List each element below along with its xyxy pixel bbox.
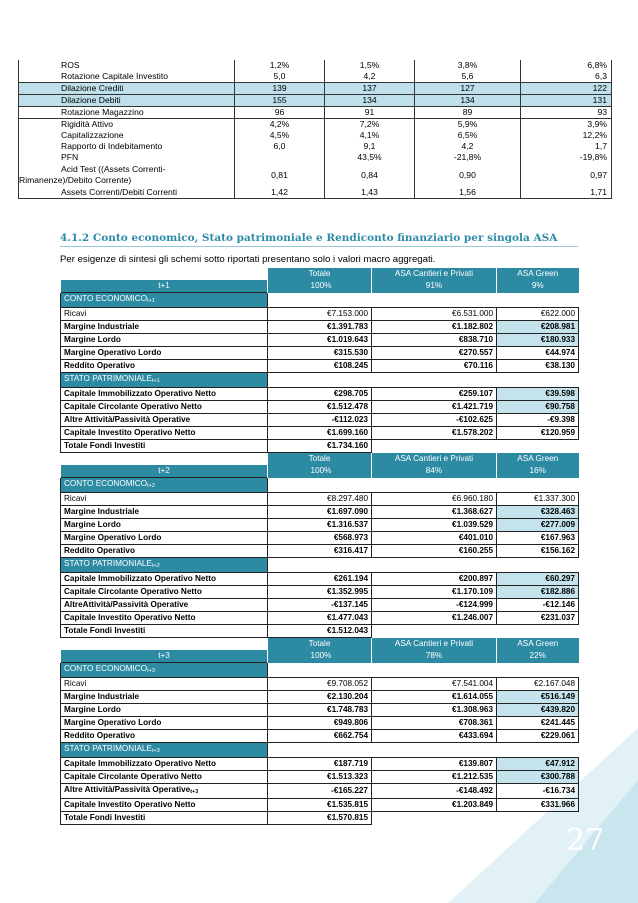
row-label-text: Altre Attività/Passività Operative xyxy=(64,785,191,794)
ratio-value: 7,2% xyxy=(325,119,415,131)
row-value: €7.541.004 xyxy=(372,678,497,691)
row-value: €1.477.043 xyxy=(268,612,372,625)
column-header-row xyxy=(61,268,579,280)
row-value: €1.513.323 xyxy=(268,771,372,784)
row-label: Margine Industriale xyxy=(61,321,268,334)
row-value: €622.000 xyxy=(497,308,579,321)
row-value: €300.788 xyxy=(497,771,579,784)
row-value: €1.697.090 xyxy=(268,506,372,519)
row-label: Margine Operativo Lordo xyxy=(61,347,268,360)
row-value: €270.557 xyxy=(372,347,497,360)
row-value: -€137.145 xyxy=(268,599,372,612)
income-row xyxy=(61,704,579,717)
header-blank xyxy=(61,453,268,466)
row-value: €9.708.052 xyxy=(268,678,372,691)
row-value: €708.361 xyxy=(372,717,497,730)
share-percent: 16% xyxy=(497,465,579,478)
total-blank xyxy=(372,625,579,638)
row-value: €316.417 xyxy=(268,545,372,558)
period-label: t+1 xyxy=(61,280,268,293)
balance-row xyxy=(61,599,579,612)
row-label-text: Capitale Immobilizzato Operativo Netto xyxy=(64,574,216,583)
share-percent: 91% xyxy=(372,280,497,293)
row-value: €1.019.643 xyxy=(268,334,372,347)
ratio-label: Rapporto di Indebitamento xyxy=(19,141,235,152)
ratio-value: 43,5% xyxy=(325,152,415,163)
ratio-label: Rotazione Magazzino xyxy=(19,107,235,119)
row-label-text: Capitale Immobilizzato Operativo Netto xyxy=(64,389,216,398)
row-value: €160.255 xyxy=(372,545,497,558)
row-label-text: AltreAttività/Passività Operative xyxy=(64,600,189,609)
section-blank xyxy=(268,743,579,758)
row-value: -€148.492 xyxy=(372,784,497,799)
income-row xyxy=(61,493,579,506)
row-value: €44.974 xyxy=(497,347,579,360)
row-value: €200.897 xyxy=(372,573,497,586)
row-value: €1.308.963 xyxy=(372,704,497,717)
row-value: €167.963 xyxy=(497,532,579,545)
ratio-label: Dilazione Crediti xyxy=(19,83,235,95)
income-row xyxy=(61,334,579,347)
income-row xyxy=(61,321,579,334)
row-label xyxy=(61,784,268,799)
income-row xyxy=(61,678,579,691)
row-value: €2.130.204 xyxy=(268,691,372,704)
ratio-row xyxy=(19,83,612,95)
row-value: €1.578.202 xyxy=(372,427,497,440)
ratio-value: 0,81 xyxy=(235,163,325,187)
ratio-value: 6,5% xyxy=(415,130,521,141)
ratio-value: 89 xyxy=(415,107,521,119)
section-label-sub: t+2 xyxy=(151,563,160,569)
row-value: €1.512.478 xyxy=(268,401,372,414)
row-value: €6.531.000 xyxy=(372,308,497,321)
share-percent: 78% xyxy=(372,650,497,663)
row-label xyxy=(61,599,268,612)
section-title: 4.1.2 Conto economico, Stato patrimoniale e Rendiconto finanziario per singola ASA xyxy=(60,232,578,247)
row-value: €433.694 xyxy=(372,730,497,743)
row-value: €180.933 xyxy=(497,334,579,347)
ratio-label: ROS xyxy=(19,60,235,71)
section-blank xyxy=(268,663,579,678)
period-row xyxy=(61,650,579,663)
row-value: €47.912 xyxy=(497,758,579,771)
row-label-text: Capitale Circolante Operativo Netto xyxy=(64,587,202,596)
income-row xyxy=(61,519,579,532)
section-label-text: STATO PATRIMONIALE xyxy=(64,374,152,383)
section-row-stato-patrimoniale xyxy=(61,558,579,573)
row-value: €39.598 xyxy=(497,388,579,401)
ratio-label: PFN xyxy=(19,152,235,163)
column-header: ASA Cantieri e Privati xyxy=(372,453,497,466)
section-label-text: STATO PATRIMONIALE xyxy=(64,559,152,568)
row-label: Margine Industriale xyxy=(61,506,268,519)
ratio-value: 1,71 xyxy=(521,187,612,199)
period-label: t+3 xyxy=(61,650,268,663)
ratio-value: 3,8% xyxy=(415,60,521,71)
row-value: €516.149 xyxy=(497,691,579,704)
row-value: -€124.999 xyxy=(372,599,497,612)
row-label: Margine Industriale xyxy=(61,691,268,704)
income-row xyxy=(61,360,579,373)
column-header: ASA Cantieri e Privati xyxy=(372,268,497,280)
section-row-stato-patrimoniale xyxy=(61,743,579,758)
column-header: ASA Cantieri e Privati xyxy=(372,638,497,651)
ratio-label-line: Acid Test ((Assets Correnti- xyxy=(61,164,166,174)
row-value: -€165.227 xyxy=(268,784,372,799)
section-label-sub: t+3 xyxy=(147,668,155,674)
row-label-text: Capitale Investito Operativo Netto xyxy=(64,613,196,622)
section-blank xyxy=(268,293,579,308)
balance-row xyxy=(61,784,579,799)
row-label xyxy=(61,612,268,625)
ratio-label: Dilazione Debiti xyxy=(19,95,235,107)
row-label: Ricavi xyxy=(61,678,268,691)
share-percent: 84% xyxy=(372,465,497,478)
row-label xyxy=(61,401,268,414)
row-label: Ricavi xyxy=(61,308,268,321)
ratio-value: 134 xyxy=(415,95,521,107)
row-value: €1.212.535 xyxy=(372,771,497,784)
ratio-value: 6,0 xyxy=(235,141,325,152)
row-value: €298.705 xyxy=(268,388,372,401)
row-value: €1.316.537 xyxy=(268,519,372,532)
row-value: €1.614.055 xyxy=(372,691,497,704)
row-value: €1.352.995 xyxy=(268,586,372,599)
section-blank xyxy=(268,558,579,573)
row-value: €2.167.048 xyxy=(497,678,579,691)
section-label xyxy=(61,663,268,678)
column-header: Totale xyxy=(268,268,372,280)
period-row xyxy=(61,465,579,478)
macro-aggregate-table xyxy=(60,268,579,825)
row-value: €1.570.815 xyxy=(268,812,372,825)
row-label: Totale Fondi Investiti xyxy=(61,625,268,638)
row-label xyxy=(61,799,268,812)
row-value: €1.421.719 xyxy=(372,401,497,414)
ratio-value: 122 xyxy=(521,83,612,95)
income-row xyxy=(61,545,579,558)
ratio-value: 139 xyxy=(235,83,325,95)
row-label-sub: t+3 xyxy=(190,789,199,795)
row-value: €6.960.180 xyxy=(372,493,497,506)
ratio-row xyxy=(19,187,612,199)
row-value: €1.368.627 xyxy=(372,506,497,519)
income-row xyxy=(61,347,579,360)
row-value: €156.162 xyxy=(497,545,579,558)
ratio-row xyxy=(19,163,612,187)
section-label-text: CONTO ECONOMICO xyxy=(64,664,148,673)
column-header: ASA Green xyxy=(497,453,579,466)
row-label-text: Capitale Investito Operativo Netto xyxy=(64,428,196,437)
total-funds-row xyxy=(61,812,579,825)
page-number: 27 xyxy=(566,823,605,858)
ratio-value: 137 xyxy=(325,83,415,95)
row-label: Ricavi xyxy=(61,493,268,506)
row-value: -€102.625 xyxy=(372,414,497,427)
row-label-text: Capitale Circolante Operativo Netto xyxy=(64,772,202,781)
row-value: €1.699.160 xyxy=(268,427,372,440)
income-row xyxy=(61,691,579,704)
income-row xyxy=(61,532,579,545)
row-value: -€12.146 xyxy=(497,599,579,612)
share-percent: 100% xyxy=(268,465,372,478)
row-label: Totale Fondi Investiti xyxy=(61,440,268,453)
row-value: €241.445 xyxy=(497,717,579,730)
row-value: €8.297.480 xyxy=(268,493,372,506)
row-value: €1.734.160 xyxy=(268,440,372,453)
ratio-row xyxy=(19,71,612,83)
column-header: Totale xyxy=(268,453,372,466)
ratio-value: 4,1% xyxy=(325,130,415,141)
intro-text: Per esigenze di sintesi gli schemi sotto riportati presentano solo i valori macro aggregati. xyxy=(60,254,436,265)
ratio-value: 0,90 xyxy=(415,163,521,187)
column-header: Totale xyxy=(268,638,372,651)
row-value: €1.170.109 xyxy=(372,586,497,599)
row-value: €1.535.815 xyxy=(268,799,372,812)
ratio-value: 3,9% xyxy=(521,119,612,131)
row-label: Reddito Operativo xyxy=(61,545,268,558)
ratio-value: 6,3 xyxy=(521,71,612,83)
row-value: €1.512.043 xyxy=(268,625,372,638)
row-label xyxy=(61,573,268,586)
balance-row xyxy=(61,401,579,414)
ratio-value: 4,2 xyxy=(415,141,521,152)
ratio-value: 6,8% xyxy=(521,60,612,71)
row-label: Margine Operativo Lordo xyxy=(61,532,268,545)
row-value: €1.391.783 xyxy=(268,321,372,334)
row-value: €139.807 xyxy=(372,758,497,771)
ratio-label: Assets Correnti/Debiti Correnti xyxy=(19,187,235,199)
total-blank xyxy=(372,812,579,825)
row-label xyxy=(61,388,268,401)
balance-row xyxy=(61,758,579,771)
ratio-value: -19,8% xyxy=(521,152,612,163)
column-header-row xyxy=(61,638,579,651)
ratio-value: 134 xyxy=(325,95,415,107)
row-value: €120.959 xyxy=(497,427,579,440)
section-label-sub: t+1 xyxy=(151,378,160,384)
row-label: Reddito Operativo xyxy=(61,360,268,373)
ratio-row xyxy=(19,107,612,119)
income-row xyxy=(61,717,579,730)
section-blank xyxy=(268,478,579,493)
total-funds-row xyxy=(61,440,579,453)
row-label xyxy=(61,771,268,784)
ratio-value: 131 xyxy=(521,95,612,107)
balance-row xyxy=(61,414,579,427)
ratio-value: 1,42 xyxy=(235,187,325,199)
section-label xyxy=(61,478,268,493)
row-label: Margine Lordo xyxy=(61,704,268,717)
row-label: Margine Operativo Lordo xyxy=(61,717,268,730)
income-row xyxy=(61,730,579,743)
row-value: €1.203.849 xyxy=(372,799,497,812)
row-value: -€9.398 xyxy=(497,414,579,427)
balance-row xyxy=(61,427,579,440)
row-value: €231.037 xyxy=(497,612,579,625)
section-label-text: STATO PATRIMONIALE xyxy=(64,744,152,753)
period-row xyxy=(61,280,579,293)
row-value: -€112.023 xyxy=(268,414,372,427)
row-value: €1.748.783 xyxy=(268,704,372,717)
row-value: €182.886 xyxy=(497,586,579,599)
row-value: €838.710 xyxy=(372,334,497,347)
row-value: €401.010 xyxy=(372,532,497,545)
balance-row xyxy=(61,573,579,586)
ratio-value: 5,0 xyxy=(235,71,325,83)
total-funds-row xyxy=(61,625,579,638)
section-label-text: CONTO ECONOMICO xyxy=(64,294,148,303)
row-value: €439.820 xyxy=(497,704,579,717)
row-value: €259.107 xyxy=(372,388,497,401)
row-value: €949.806 xyxy=(268,717,372,730)
ratio-label: Capitalizzazione xyxy=(19,130,235,141)
ratio-label xyxy=(19,163,235,187)
row-value: €7.153.000 xyxy=(268,308,372,321)
ratio-row xyxy=(19,60,612,71)
section-label xyxy=(61,558,268,573)
section-row-stato-patrimoniale xyxy=(61,373,579,388)
ratio-value: 1,2% xyxy=(235,60,325,71)
section-row-conto-economico xyxy=(61,293,579,308)
ratio-value: 1,56 xyxy=(415,187,521,199)
section-label xyxy=(61,743,268,758)
row-value: €315.530 xyxy=(268,347,372,360)
section-blank xyxy=(268,373,579,388)
row-value: €1.337.300 xyxy=(497,493,579,506)
share-percent: 100% xyxy=(268,280,372,293)
ratio-value: 0,84 xyxy=(325,163,415,187)
ratio-row xyxy=(19,95,612,107)
ratio-value: 91 xyxy=(325,107,415,119)
row-value: -€16.734 xyxy=(497,784,579,799)
period-label: t+2 xyxy=(61,465,268,478)
ratio-row xyxy=(19,130,612,141)
row-label-text: Capitale Investito Operativo Netto xyxy=(64,800,196,809)
header-blank xyxy=(61,268,268,280)
row-value: €1.182.802 xyxy=(372,321,497,334)
row-label: Reddito Operativo xyxy=(61,730,268,743)
row-label xyxy=(61,758,268,771)
ratio-value: 1,43 xyxy=(325,187,415,199)
ratio-value xyxy=(235,152,325,163)
balance-row xyxy=(61,612,579,625)
column-header-row xyxy=(61,453,579,466)
share-percent: 100% xyxy=(268,650,372,663)
section-label-sub: t+3 xyxy=(151,748,160,754)
section-row-conto-economico xyxy=(61,478,579,493)
row-value: €60.297 xyxy=(497,573,579,586)
ratio-row xyxy=(19,119,612,131)
ratio-value: 5,9% xyxy=(415,119,521,131)
ratio-value: 1,7 xyxy=(521,141,612,152)
row-label: Margine Lordo xyxy=(61,519,268,532)
ratio-label: Rotazione Capitale Investito xyxy=(19,71,235,83)
balance-row xyxy=(61,388,579,401)
row-label-text: Capitale Circolante Operativo Netto xyxy=(64,402,202,411)
ratio-label-line: Rimanenze)/Debito Corrente) xyxy=(19,175,132,185)
row-label-text: Altre Attività/Passività Operative xyxy=(64,415,191,424)
ratio-label: Rigidità Attivo xyxy=(19,119,235,131)
section-label xyxy=(61,293,268,308)
ratio-value: 127 xyxy=(415,83,521,95)
share-percent: 22% xyxy=(497,650,579,663)
balance-row xyxy=(61,586,579,599)
income-row xyxy=(61,308,579,321)
column-header: ASA Green xyxy=(497,268,579,280)
row-value: €70.116 xyxy=(372,360,497,373)
ratio-value: 12,2% xyxy=(521,130,612,141)
balance-row xyxy=(61,799,579,812)
row-value: €1.039.529 xyxy=(372,519,497,532)
row-value: €1.246.007 xyxy=(372,612,497,625)
row-value: €187.719 xyxy=(268,758,372,771)
section-label-sub: t+1 xyxy=(147,298,155,304)
row-value: €331.966 xyxy=(497,799,579,812)
ratio-value: 0,97 xyxy=(521,163,612,187)
ratio-value: 4,2% xyxy=(235,119,325,131)
section-label xyxy=(61,373,268,388)
row-label xyxy=(61,427,268,440)
row-value: €328.463 xyxy=(497,506,579,519)
column-header: ASA Green xyxy=(497,638,579,651)
total-blank xyxy=(372,440,579,453)
ratio-table xyxy=(18,60,612,199)
row-value: €662.754 xyxy=(268,730,372,743)
row-value: €229.061 xyxy=(497,730,579,743)
ratio-value: 155 xyxy=(235,95,325,107)
header-blank xyxy=(61,638,268,651)
row-label xyxy=(61,414,268,427)
row-label-text: Capitale Immobilizzato Operativo Netto xyxy=(64,759,216,768)
row-value: €108.245 xyxy=(268,360,372,373)
income-row xyxy=(61,506,579,519)
row-label xyxy=(61,586,268,599)
row-value: €90.758 xyxy=(497,401,579,414)
section-row-conto-economico xyxy=(61,663,579,678)
ratio-value: 5,6 xyxy=(415,71,521,83)
row-value: €208.981 xyxy=(497,321,579,334)
row-label: Margine Lordo xyxy=(61,334,268,347)
row-label: Totale Fondi Investiti xyxy=(61,812,268,825)
share-percent: 9% xyxy=(497,280,579,293)
ratio-row xyxy=(19,141,612,152)
row-value: €261.194 xyxy=(268,573,372,586)
row-value: €38.130 xyxy=(497,360,579,373)
ratio-value: 4,2 xyxy=(325,71,415,83)
ratio-value: -21,8% xyxy=(415,152,521,163)
ratio-value: 93 xyxy=(521,107,612,119)
row-value: €277.009 xyxy=(497,519,579,532)
balance-row xyxy=(61,771,579,784)
ratio-value: 96 xyxy=(235,107,325,119)
section-label-text: CONTO ECONOMICO xyxy=(64,479,148,488)
ratio-value: 1,5% xyxy=(325,60,415,71)
row-value: €568.973 xyxy=(268,532,372,545)
section-label-sub: t+2 xyxy=(147,483,155,489)
ratio-value: 4,5% xyxy=(235,130,325,141)
ratio-value: 9,1 xyxy=(325,141,415,152)
ratio-row xyxy=(19,152,612,163)
